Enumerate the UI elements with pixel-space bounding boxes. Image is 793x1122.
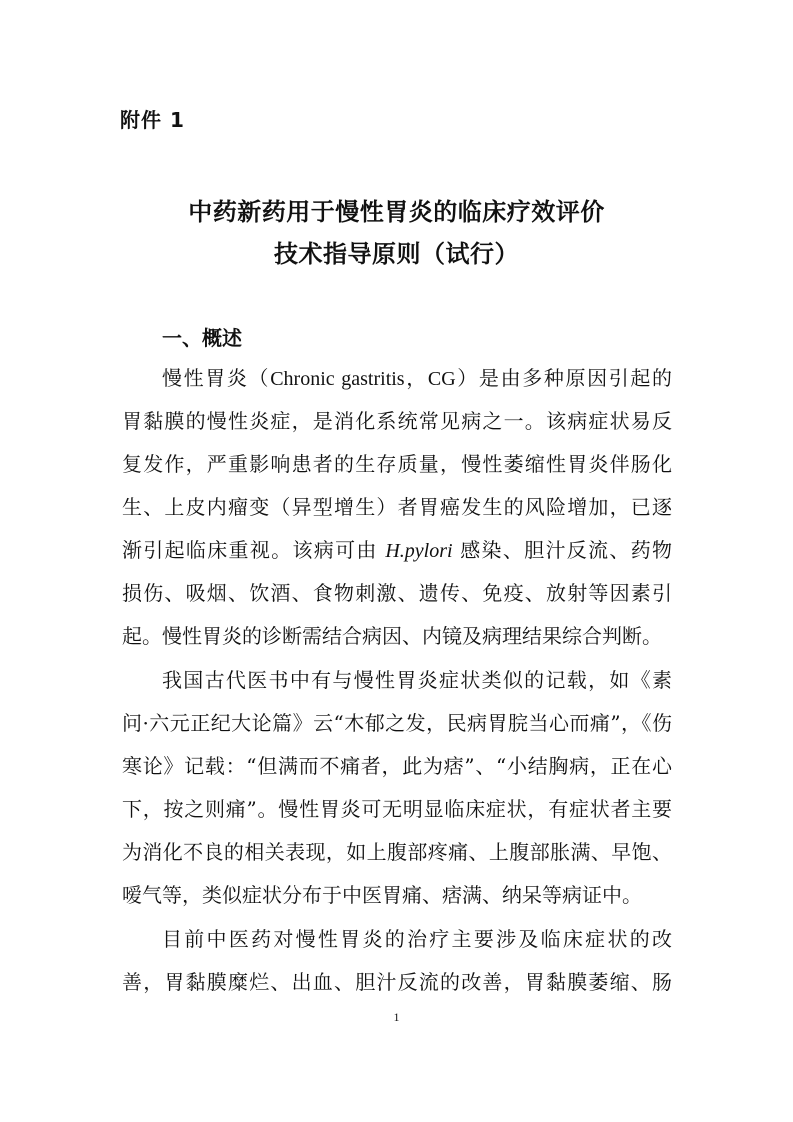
paragraph-2-line-6: 嗳气等，类似症状分布于中医胃痛、痞满、纳呆等病证中。: [122, 883, 642, 907]
paragraph-2-line-5: 为消化不良的相关表现，如上腹部疼痛、上腹部胀满、早饱、: [122, 840, 672, 864]
paragraph-1-line-2: 胃黏膜的慢性炎症，是消化系统常见病之一。该病症状易反: [122, 409, 672, 433]
text-span: 感染、胆汁反流、药物: [452, 538, 673, 562]
text-span: ）是由多种原因引起的: [455, 366, 673, 390]
paragraph-2-line-4: 下，按之则痛”。慢性胃炎可无明显临床症状，有症状者主要: [122, 797, 672, 821]
paragraph-1-line-4: 生、上皮内瘤变（异型增生）者胃癌发生的风险增加，已逐: [122, 495, 672, 519]
document-title-line-1: 中药新药用于慢性胃炎的临床疗效评价: [188, 198, 605, 226]
paragraph-1-line-1: [162, 366, 672, 391]
page-number: 1: [393, 1010, 400, 1024]
paragraph-3-line-2: 善，胃黏膜糜烂、出血、胆汁反流的改善，胃黏膜萎缩、肠: [122, 970, 672, 994]
paragraph-2-line-1: 我国古代医书中有与慢性胃炎症状类似的记载，如《素: [162, 668, 672, 692]
text-span: 慢性胃炎（: [162, 366, 271, 390]
paragraph-3-line-1: 目前中医药对慢性胃炎的治疗主要涉及临床症状的改: [162, 927, 672, 951]
text-span: 渐引起临床重视。该病可由: [122, 538, 386, 562]
paragraph-2-line-2: 问·六元正纪大论篇》云“木郁之发，民病胃脘当心而痛”，《伤: [122, 711, 672, 735]
attachment-label: 附件 1: [120, 108, 185, 132]
english-term: Chronic gastritis，CG: [270, 368, 456, 390]
paragraph-1-line-7: 起。慢性胃炎的诊断需结合病因、内镜及病理结果综合判断。: [122, 624, 662, 648]
document-title-line-2: 技术指导原则（试行）: [274, 240, 519, 268]
paragraph-1-line-5: [122, 538, 672, 563]
paragraph-1-line-6: 损伤、吸烟、饮酒、食物刺激、遗传、免疫、放射等因素引: [122, 581, 672, 605]
section-heading-overview: 一、概述: [162, 326, 242, 350]
pathogen-name: H.pylori: [385, 540, 453, 562]
paragraph-2-line-3: 寒论》记载：“但满而不痛者，此为痞”、“小结胸病，正在心: [122, 754, 672, 778]
paragraph-1-line-3: 复发作，严重影响患者的生存质量，慢性萎缩性胃炎伴肠化: [122, 452, 672, 476]
